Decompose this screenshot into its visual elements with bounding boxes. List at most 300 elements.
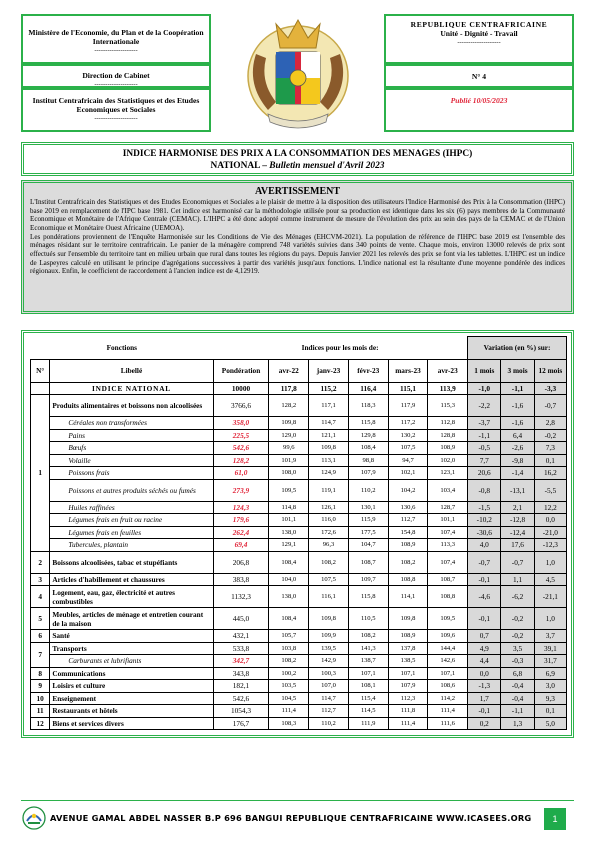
row-ponderation: 445,0 <box>213 608 269 630</box>
row-label: Logement, eau, gaz, électricité et autres combustibles <box>50 586 213 608</box>
row-index-value: 108,2 <box>309 551 349 573</box>
row-variation-value: -9,8 <box>501 454 534 467</box>
row-index-value: 138,7 <box>348 655 388 668</box>
row-index-value: 126,1 <box>309 501 349 514</box>
row-index-value: 104,2 <box>388 479 428 501</box>
icasees-logo-icon <box>22 806 46 830</box>
row-label: Enseignement <box>50 692 213 705</box>
row-index-value: 137,8 <box>388 642 428 655</box>
row-number: 1 <box>31 395 50 552</box>
row-variation-value: 2,8 <box>534 417 566 430</box>
row-variation-value: 0,0 <box>534 514 566 527</box>
row-variation-value: 4,5 <box>534 573 566 586</box>
national-ponderation: 10000 <box>213 382 269 395</box>
function-row <box>31 395 567 417</box>
header-no: N° <box>31 359 50 382</box>
function-row <box>31 642 567 655</box>
table-header-row-1 <box>31 337 567 360</box>
row-index-value: 115,3 <box>428 395 468 417</box>
row-index-value: 114,1 <box>388 586 428 608</box>
row-label: Loisirs et culture <box>50 680 213 693</box>
row-index-value: 107,1 <box>348 667 388 680</box>
row-variation-value: -3,7 <box>468 417 501 430</box>
function-row <box>31 667 567 680</box>
row-index-value: 109,5 <box>428 608 468 630</box>
row-index-value: 139,5 <box>309 642 349 655</box>
row-number: 8 <box>31 667 50 680</box>
row-label: Légumes frais en fruit ou racine <box>50 514 213 527</box>
row-variation-value: 20,6 <box>468 467 501 480</box>
row-ponderation: 128,2 <box>213 454 269 467</box>
row-variation-value: -21,0 <box>534 526 566 539</box>
row-index-value: 108,4 <box>269 608 309 630</box>
row-variation-value: 6,9 <box>534 667 566 680</box>
row-index-value: 144,4 <box>428 642 468 655</box>
row-variation-value: -0,2 <box>501 608 534 630</box>
national-variation: -3,3 <box>534 382 566 395</box>
sub-item-row <box>31 501 567 514</box>
row-index-value: 109,8 <box>388 608 428 630</box>
row-index-value: 114,2 <box>428 692 468 705</box>
national-no-cell <box>31 382 50 395</box>
row-variation-value: -4,6 <box>468 586 501 608</box>
header-var-1m: 1 mois <box>468 359 501 382</box>
row-variation-value: 1,3 <box>501 717 534 730</box>
row-index-value: 138,0 <box>269 586 309 608</box>
cpi-table <box>30 336 567 730</box>
row-label: Boissons alcoolisées, tabac et stupéfiants <box>50 551 213 573</box>
row-index-value: 101,1 <box>269 514 309 527</box>
title-line-2 <box>24 160 571 172</box>
bulletin-title <box>21 142 574 176</box>
row-ponderation: 273,9 <box>213 479 269 501</box>
row-variation-value: -1,1 <box>501 705 534 718</box>
row-number: 6 <box>31 630 50 643</box>
row-variation-value: 0,1 <box>534 705 566 718</box>
ministry-name: Ministère de l'Economie, du Plan et de la Coopération Internationale <box>28 28 204 46</box>
row-index-value: 112,8 <box>428 417 468 430</box>
row-ponderation: 342,7 <box>213 655 269 668</box>
row-index-value: 104,5 <box>269 692 309 705</box>
row-index-value: 123,1 <box>428 467 468 480</box>
row-variation-value: -0,8 <box>468 479 501 501</box>
row-ponderation: 262,4 <box>213 526 269 539</box>
row-index-value: 108,3 <box>269 717 309 730</box>
row-ponderation: 432,1 <box>213 630 269 643</box>
row-label: Volaille <box>50 454 213 467</box>
sub-item-row <box>31 539 567 552</box>
header-month: janv-23 <box>309 359 349 382</box>
row-variation-value: 0,7 <box>468 630 501 643</box>
row-variation-value: -0,7 <box>534 395 566 417</box>
row-index-value: 107,4 <box>428 526 468 539</box>
row-label: Transports <box>50 642 213 655</box>
row-index-value: 94,7 <box>388 454 428 467</box>
row-index-value: 102,0 <box>428 454 468 467</box>
warning-section <box>21 180 574 314</box>
row-ponderation: 124,3 <box>213 501 269 514</box>
sub-item-row <box>31 479 567 501</box>
separator-dots: -------------------- <box>94 115 138 122</box>
row-variation-value: -1,6 <box>501 395 534 417</box>
row-variation-value: 7,3 <box>534 442 566 455</box>
row-label: Bœufs <box>50 442 213 455</box>
row-number: 4 <box>31 586 50 608</box>
row-variation-value: 39,1 <box>534 642 566 655</box>
row-index-value: 112,3 <box>388 692 428 705</box>
row-index-value: 124,9 <box>309 467 349 480</box>
row-index-value: 112,7 <box>388 514 428 527</box>
national-value: 116,4 <box>348 382 388 395</box>
sub-item-row <box>31 417 567 430</box>
row-index-value: 96,3 <box>309 539 349 552</box>
row-index-value: 114,8 <box>269 501 309 514</box>
row-index-value: 117,9 <box>388 395 428 417</box>
warning-paragraph-2: Les pondérations proviennent de l'Enquête Harmonisée sur les Conditions de Vie des Ménages (EHCVM-2021). La population de référence de l'IHPC base 2019 est l'ensemble des ménages résidant sur le territoire centrafricain. Le panier de la ménagère comprend 748 variétés suivies dans 340 points de vente. Chaque mois, environ 13000 relevés de prix sont effectués sur l'ensemble du territoire tant en milieu urbain que rural dans toutes les régions du pays. Depuis Janvier 2021 les relevés des prix se font via les tablettes. L'IHPC est un indice de Laspeyres calculé en utilisant le principe d'agrégations successives à partir des variétés jusqu'aux fonctions. L'indice national est la résultante d'une moyenne pondérée des indices régionaux. Enfin, le coefficient de raccordement à l'ancien indice est de 4,12919. <box>30 232 565 276</box>
header-indices: Indices pour les mois de: <box>301 343 379 352</box>
row-index-value: 115,9 <box>348 514 388 527</box>
function-row <box>31 551 567 573</box>
row-variation-value: -2,6 <box>501 442 534 455</box>
sub-item-row <box>31 655 567 668</box>
row-index-value: 154,8 <box>388 526 428 539</box>
row-index-value: 107,4 <box>428 551 468 573</box>
row-variation-value: -0,5 <box>468 442 501 455</box>
row-variation-value: 16,2 <box>534 467 566 480</box>
row-index-value: 108,4 <box>269 551 309 573</box>
row-number: 5 <box>31 608 50 630</box>
row-index-value: 118,3 <box>348 395 388 417</box>
row-index-value: 111,6 <box>428 717 468 730</box>
row-variation-value: 31,7 <box>534 655 566 668</box>
function-row <box>31 586 567 608</box>
institute-name: Institut Centrafricain des Statistiques et des Etudes Economiques et Sociales <box>32 96 200 114</box>
row-ponderation: 1132,3 <box>213 586 269 608</box>
row-label: Céréales non transformées <box>50 417 213 430</box>
row-index-value: 111,9 <box>348 717 388 730</box>
row-variation-value: -10,2 <box>468 514 501 527</box>
row-index-value: 129,1 <box>269 539 309 552</box>
row-variation-value: 2,1 <box>501 501 534 514</box>
row-variation-value: -5,5 <box>534 479 566 501</box>
row-variation-value: 9,3 <box>534 692 566 705</box>
row-label: Poissons frais <box>50 467 213 480</box>
row-index-value: 108,9 <box>388 630 428 643</box>
function-row <box>31 717 567 730</box>
national-variation: -1,1 <box>501 382 534 395</box>
row-index-value: 105,7 <box>269 630 309 643</box>
row-index-value: 128,7 <box>428 501 468 514</box>
row-index-value: 108,1 <box>348 680 388 693</box>
header-fonctions: Fonctions <box>106 343 137 352</box>
row-number: 3 <box>31 573 50 586</box>
row-variation-value: 3,7 <box>534 630 566 643</box>
row-index-value: 107,5 <box>309 573 349 586</box>
header-variation: Variation (en %) sur: <box>468 337 567 360</box>
row-variation-value: 17,6 <box>501 539 534 552</box>
row-label: Restaurants et hôtels <box>50 705 213 718</box>
header <box>21 14 574 132</box>
row-index-value: 142,9 <box>309 655 349 668</box>
row-index-value: 98,8 <box>348 454 388 467</box>
row-variation-value: 1,1 <box>501 573 534 586</box>
row-number: 7 <box>31 642 50 667</box>
row-index-value: 109,6 <box>428 630 468 643</box>
sub-item-row <box>31 429 567 442</box>
row-index-value: 115,4 <box>348 692 388 705</box>
header-month: avr-22 <box>269 359 309 382</box>
row-index-value: 116,1 <box>309 586 349 608</box>
row-ponderation: 542,6 <box>213 692 269 705</box>
row-index-value: 107,1 <box>428 667 468 680</box>
row-variation-value: -6,2 <box>501 586 534 608</box>
national-value: 113,9 <box>428 382 468 395</box>
row-index-value: 110,5 <box>348 608 388 630</box>
row-variation-value: -0,1 <box>468 608 501 630</box>
row-variation-value: -0,1 <box>468 705 501 718</box>
row-variation-value: 1,7 <box>468 692 501 705</box>
row-index-value: 103,5 <box>269 680 309 693</box>
row-variation-value: 4,0 <box>468 539 501 552</box>
row-index-value: 108,2 <box>388 551 428 573</box>
row-variation-value: -1,3 <box>468 680 501 693</box>
row-ponderation: 358,0 <box>213 417 269 430</box>
sub-item-row <box>31 526 567 539</box>
row-label: Huiles raffinées <box>50 501 213 514</box>
row-index-value: 128,2 <box>269 395 309 417</box>
row-variation-value: 5,0 <box>534 717 566 730</box>
function-row <box>31 705 567 718</box>
row-index-value: 108,9 <box>428 442 468 455</box>
row-index-value: 101,9 <box>269 454 309 467</box>
cabinet-name: Direction de Cabinet <box>82 71 150 80</box>
row-number: 12 <box>31 717 50 730</box>
row-index-value: 177,5 <box>348 526 388 539</box>
footer-divider <box>21 800 574 801</box>
row-index-value: 107,5 <box>388 442 428 455</box>
row-ponderation: 3766,6 <box>213 395 269 417</box>
row-variation-value: 3,5 <box>501 642 534 655</box>
republic-box <box>384 14 574 64</box>
row-label: Communications <box>50 667 213 680</box>
row-index-value: 111,8 <box>388 705 428 718</box>
row-index-value: 172,6 <box>309 526 349 539</box>
row-index-value: 114,7 <box>309 417 349 430</box>
header-month: févr-23 <box>348 359 388 382</box>
row-index-value: 108,8 <box>428 586 468 608</box>
row-ponderation: 225,5 <box>213 429 269 442</box>
republic-name: REPUBLIQUE CENTRAFRICAINE <box>410 20 548 29</box>
title-line-2b: Bulletin mensuel d'Avril 2023 <box>269 161 385 171</box>
row-index-value: 108,7 <box>348 551 388 573</box>
row-index-value: 101,1 <box>428 514 468 527</box>
row-index-value: 114,7 <box>309 692 349 705</box>
separator-dots: -------------------- <box>94 81 138 88</box>
function-row <box>31 573 567 586</box>
row-variation-value: -0,7 <box>468 551 501 573</box>
row-index-value: 100,3 <box>309 667 349 680</box>
row-ponderation: 182,1 <box>213 680 269 693</box>
row-index-value: 112,7 <box>309 705 349 718</box>
row-label: Poissons et autres produits séchés ou fumés <box>50 479 213 501</box>
row-ponderation: 179,6 <box>213 514 269 527</box>
row-variation-value: 0,1 <box>534 454 566 467</box>
row-index-value: 130,1 <box>348 501 388 514</box>
institute-box <box>21 88 211 132</box>
row-variation-value: 0,0 <box>468 667 501 680</box>
row-variation-value: -12,4 <box>501 526 534 539</box>
row-variation-value: 7,7 <box>468 454 501 467</box>
ministry-box <box>21 14 211 64</box>
row-number: 11 <box>31 705 50 718</box>
row-index-value: 107,1 <box>388 667 428 680</box>
row-label: Carburants et lubrifiants <box>50 655 213 668</box>
row-index-value: 130,6 <box>388 501 428 514</box>
republic-motto: Unité - Dignité - Travail <box>440 29 518 38</box>
function-row <box>31 680 567 693</box>
row-index-value: 113,3 <box>428 539 468 552</box>
coat-of-arms-seal-icon <box>238 14 358 132</box>
row-ponderation: 542,6 <box>213 442 269 455</box>
row-variation-value: 1,0 <box>534 551 566 573</box>
row-variation-value: -0,3 <box>501 655 534 668</box>
row-ponderation: 1054,3 <box>213 705 269 718</box>
row-index-value: 104,0 <box>269 573 309 586</box>
row-index-value: 111,4 <box>269 705 309 718</box>
row-index-value: 109,7 <box>348 573 388 586</box>
row-variation-value: -30,6 <box>468 526 501 539</box>
row-label: Tubercules, plantain <box>50 539 213 552</box>
row-variation-value: -21,1 <box>534 586 566 608</box>
sub-item-row <box>31 467 567 480</box>
row-index-value: 107,9 <box>348 467 388 480</box>
row-variation-value: 4,4 <box>468 655 501 668</box>
number-box <box>384 64 574 88</box>
row-label: Santé <box>50 630 213 643</box>
row-index-value: 116,0 <box>309 514 349 527</box>
row-index-value: 141,3 <box>348 642 388 655</box>
header-var-12m: 12 mois <box>534 359 566 382</box>
row-index-value: 99,6 <box>269 442 309 455</box>
row-index-value: 113,1 <box>309 454 349 467</box>
row-ponderation: 61,0 <box>213 467 269 480</box>
row-index-value: 110,2 <box>309 717 349 730</box>
bulletin-number: N° 4 <box>471 72 487 81</box>
header-libelle: Libellé <box>50 359 213 382</box>
separator-dots: -------------------- <box>94 47 138 54</box>
warning-paragraph-1: L'Institut Centrafricain des Statistiques et des Etudes Economiques et Sociales a le plaisir de mettre à la disposition des utilisateurs l'Indice Harmonisé des Prix à la Consommation (IHPC) base 2019 en remplacement de l'IPC base 1981. Cet indice est harmonisé car la méthodologie utilisée pour sa production est identique dans les six (6) pays membres de la Communauté Economique et Monétaire de l'Afrique Centrale (CEMAC). L'IHPC a été donc adopté comme instrument de mesure de l'évolution des prix au sein des pays de la CEMAC et de l'Union Economique et Monétaire Ouest Africaine (UEMOA). <box>30 198 565 232</box>
row-index-value: 103,8 <box>269 642 309 655</box>
row-label: Articles d'habillement et chaussures <box>50 573 213 586</box>
row-index-value: 142,6 <box>428 655 468 668</box>
footer-address: AVENUE GAMAL ABDEL NASSER B.P 696 BANGUI REPUBLIQUE CENTRAFRICAINE WWW.ICASEES.ORG <box>50 813 532 823</box>
row-label: Meubles, articles de ménage et entretien courant de la maison <box>50 608 213 630</box>
sub-item-row <box>31 442 567 455</box>
row-index-value: 102,1 <box>388 467 428 480</box>
row-index-value: 128,8 <box>428 429 468 442</box>
row-label: Pains <box>50 429 213 442</box>
row-variation-value: -1,6 <box>501 417 534 430</box>
row-variation-value: 4,9 <box>468 642 501 655</box>
title-line-2a: NATIONAL – <box>210 161 267 171</box>
function-row <box>31 608 567 630</box>
row-index-value: 108,2 <box>269 655 309 668</box>
row-variation-value: 6,4 <box>501 429 534 442</box>
row-index-value: 119,1 <box>309 479 349 501</box>
row-index-value: 110,2 <box>348 479 388 501</box>
row-index-value: 138,0 <box>269 526 309 539</box>
row-index-value: 117,2 <box>388 417 428 430</box>
header-var-3m: 3 mois <box>501 359 534 382</box>
row-index-value: 108,9 <box>388 539 428 552</box>
national-value: 115,2 <box>309 382 349 395</box>
row-index-value: 111,4 <box>388 717 428 730</box>
separator-dots: -------------------- <box>457 39 501 46</box>
title-line-1: INDICE HARMONISE DES PRIX A LA CONSOMMATION DES MENAGES (IHPC) <box>122 149 473 159</box>
row-index-value: 108,2 <box>348 630 388 643</box>
row-variation-value: -1,4 <box>501 467 534 480</box>
row-index-value: 108,4 <box>348 442 388 455</box>
sub-item-row <box>31 514 567 527</box>
row-label: Biens et services divers <box>50 717 213 730</box>
row-number: 10 <box>31 692 50 705</box>
national-label: INDICE NATIONAL <box>50 382 213 395</box>
row-variation-value: -0,1 <box>468 573 501 586</box>
row-variation-value: -12,3 <box>534 539 566 552</box>
row-variation-value: 3,0 <box>534 680 566 693</box>
row-variation-value: -1,1 <box>468 429 501 442</box>
row-index-value: 109,8 <box>309 608 349 630</box>
row-index-value: 111,4 <box>428 705 468 718</box>
row-index-value: 129,0 <box>269 429 309 442</box>
table-header-row-2 <box>31 359 567 382</box>
row-ponderation: 69,4 <box>213 539 269 552</box>
row-variation-value: -1,5 <box>468 501 501 514</box>
row-number: 2 <box>31 551 50 573</box>
row-variation-value: 6,8 <box>501 667 534 680</box>
row-label: Produits alimentaires et boissons non alcoolisées <box>50 395 213 417</box>
national-value: 117,8 <box>269 382 309 395</box>
sub-item-row <box>31 454 567 467</box>
header-month: avr-23 <box>428 359 468 382</box>
row-index-value: 103,4 <box>428 479 468 501</box>
row-index-value: 104,7 <box>348 539 388 552</box>
row-index-value: 117,1 <box>309 395 349 417</box>
cabinet-box <box>21 64 211 88</box>
row-ponderation: 206,8 <box>213 551 269 573</box>
row-variation-value: -0,2 <box>534 429 566 442</box>
publication-date: Publié 10/05/2023 <box>450 96 508 105</box>
row-number: 9 <box>31 680 50 693</box>
national-index-row <box>31 382 567 395</box>
row-variation-value: -0,2 <box>501 630 534 643</box>
row-variation-value: -0,4 <box>501 680 534 693</box>
row-label: Légumes frais en feuilles <box>50 526 213 539</box>
row-index-value: 108,0 <box>269 467 309 480</box>
row-index-value: 108,6 <box>428 680 468 693</box>
row-index-value: 107,9 <box>388 680 428 693</box>
row-variation-value: -12,8 <box>501 514 534 527</box>
row-variation-value: -13,1 <box>501 479 534 501</box>
national-value: 115,1 <box>388 382 428 395</box>
row-index-value: 130,2 <box>388 429 428 442</box>
page-number: 1 <box>544 808 566 830</box>
row-index-value: 121,1 <box>309 429 349 442</box>
row-index-value: 109,9 <box>309 630 349 643</box>
row-variation-value: -0,7 <box>501 551 534 573</box>
function-row <box>31 630 567 643</box>
function-row <box>31 692 567 705</box>
